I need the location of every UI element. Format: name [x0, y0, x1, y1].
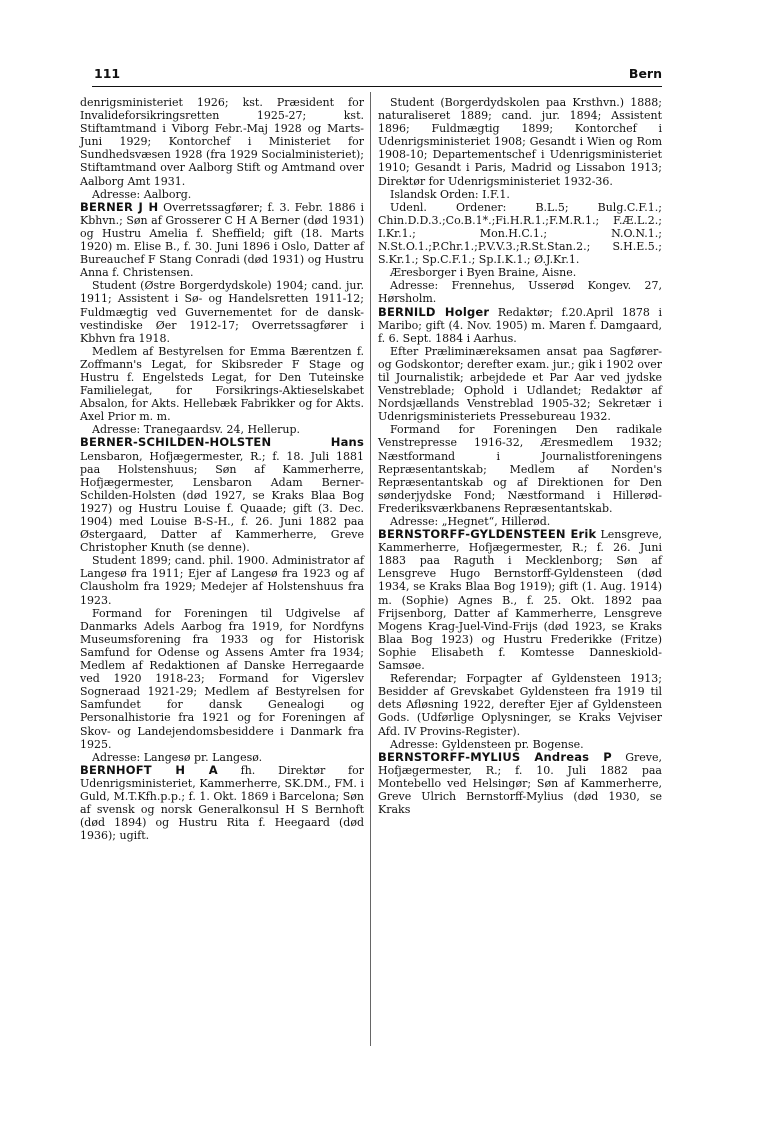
left-column [80, 96, 364, 842]
entry-address: Adresse: Aalborg. [92, 187, 192, 201]
entry-intro: BERNER-SCHILDEN-HOLSTEN Hans Lensbaron, Hofjægermester, R.; f. 18. Juli 1881 paa Holstenshuus; Søn af Kammerherre, Hofjægermester, Lensbaron Adam Berner-Schilden-Holsten (død 1927, se Kraks Blaa Bog 1927) og Hustru Louise f. Quaade; gift (3. Dec. 1904) med Louise B-S-H., f. 26. Juni 1882 paa Østergaard, Datter af Kammerherre, Greve Christopher Knuth (se denne). [80, 435, 364, 555]
entry-intro: BERNILD Holger Redaktør; f.20.April 1878 i Maribo; gift (4. Nov. 1905) m. Maren f. Damgaard, f. 6. Sept. 1884 i Aarhus. [378, 304, 662, 345]
entry-paragraph: Referendar; Forpagter af Gyldensteen 1913; Besidder af Grevskabet Gyldensteen fra 1919 til dets Afløsning 1922, derefter Ejer af Gyldensteen Gods. (Udførlige Oplysninger, se Kraks Vejviser Afd. IV Provins-Register). [378, 672, 662, 738]
entry-bernstorff-gyldensteen [378, 528, 662, 751]
running-title: Bern [628, 66, 662, 81]
entry-berner-schilden-holsten [80, 436, 364, 763]
entry-headword: BERNER J H [80, 199, 159, 214]
entry-text: denrigsministeriet 1926; kst. Præsident for Invalideforsikringsretten 1925-27; kst. Stiftamtmand i Viborg Febr.-Maj 1928 og Marts-Juni 1929; Kontorchef i Ministeriet for Sundhedsvæsen 1928 (fra 1929 Socialministeriet); Stiftamtmand over Aalborg Stift og Amtmand over Aalborg Amt 1931. [80, 96, 364, 188]
entry-bernhoft [80, 764, 364, 843]
entry-headword: BERNER-SCHILDEN-HOLSTEN Hans [80, 435, 364, 450]
entry-headword: BERNSTORFF-GYLDENSTEEN Erik [378, 527, 597, 542]
entry-headword: BERNILD Holger [378, 304, 490, 319]
entry-paragraph: Medlem af Bestyrelsen for Emma Bærentzen f. Zoffmann's Legat, for Skibsreder F Stage og Hustru f. Engelsteds Legat, for Den Tuteinske Familielegat, for Forsikrings-Aktieselskabet Absalon, for Akts. Hellebæk Fabrikker og for Akts. Axel Prior m. m. [80, 344, 364, 424]
right-column [378, 96, 662, 816]
entry-berner [80, 201, 364, 437]
entry-intro: BERNSTORFF-GYLDENSTEEN Erik Lensgreve, Kammerherre, Hofjægermester, R.; f. 26. Juni 1883 paa Raguth i Mecklenborg; Søn af Lensgreve Hugo Bernstorff-Gyldensteen (død 1934, se Kraks Blaa Bog 1919); gift (1. Aug. 1914) m. (Sophie) Agnes B., f. 25. Okt. 1892 paa Frijsenborg, Datter af Kammerherre, Lensgreve Mogens Krag-Juel-Vind-Frijs (død 1923, se Kraks Blaa Bog 1923) og Hustru Frederikke (Fritze) Sophie Elisabeth f. Komtesse Danneskiold-Samsøe. [378, 527, 663, 673]
entry-paragraph: Student 1899; cand. phil. 1900. Administrator af Langesø fra 1911; Ejer af Langesø fra 1923 og af Clausholm fra 1929; Medejer af Holstenshuus fra 1923. [80, 554, 364, 607]
entry-address: Adresse: Langesø pr. Langesø. [92, 750, 263, 764]
entry-headword: BERNHOFT H A [80, 762, 218, 777]
entry-paragraph: Æresborger i Byen Braine, Aisne. [390, 266, 577, 280]
page-header [92, 64, 662, 87]
entry-bernstorff-mylius [378, 751, 662, 816]
entry-continued [80, 96, 364, 201]
entry-paragraph: Formand for Foreningen til Udgivelse af Danmarks Adels Aarbog fra 1919, for Nordfyns Museumsforening fra 1933 og for Historisk Samfund for Odense og Assens Amter fra 1934; Medlem af Redaktionen af Danske Herregaarde ved 1920 1918-23; Formand for Vigerslev Sogneraad 1921-29; Medlem af Bestyrelsen for Samfundet for dansk Genealogi og Personalhistorie fra 1921 og for Foreningen af Skov- og Landejendomsbesiddere i Danmark fra 1925. [80, 606, 364, 751]
column-divider [370, 92, 371, 1046]
page-number: 111 [94, 66, 121, 81]
entry-bernild [378, 306, 662, 529]
entry-paragraph: Udenl. Ordener: B.L.5; Bulg.C.F.1.; Chin.D.D.3.;Co.B.1*.;Fi.H.R.1.;F.M.R.1.; F.Æ.L.2.; I.Kr.1.; Mon.H.C.1.; N.O.N.1.; N.St.O.1.;P.Chr.1.;P.V.V.3.;R.St.Stan.2.; S.H.E.5.; S.Kr.1.; Sp.C.F.1.; Sp.I.K.1.; Ø.J.Kr.1. [378, 200, 662, 267]
entry-paragraph: Formand for Foreningen Den radikale Venstrepresse 1916-32, Æresmedlem 1932; Næstformand i Journalistforeningens Repræsentantskab; Medlem af Norden's Repræsentantskab og af Direktionen for Den sønderjydske Fond; Næstformand i Hillerød-Frederiksværkbanens Repræsentantskab. [378, 423, 662, 515]
entry-intro: BERNHOFT H A fh. Direktør for Udenrigsministeriet, Kammerherre, SK.DM., FM. i Guld, M.T.Kfh.p.p.; f. 1. Okt. 1869 i Barcelona; Søn af svensk og norsk Generalkonsul H S Bernhoft (død 1894) og Hustru Rita f. Heegaard (død 1936); ugift. [80, 762, 365, 843]
entry-paragraph: Islandsk Orden: I.F.1. [390, 187, 510, 201]
entry-paragraph: Efter Præliminæreksamen ansat paa Sagfører- og Godskontor; derefter exam. jur.; gik i 1902 over til Journalistik; arbejdede et Par Aar ved jydske Venstreblade; Ophold i Udlandet; Redaktør af Nordsjællands Venstreblad 1905-32; Sekretær i Udenrigsministeriets Pressebureau 1932. [378, 344, 662, 424]
entry-intro: BERNER J H Overretssagfører; f. 3. Febr. 1886 i Kbhvn.; Søn af Grosserer C H A Berner (død 1931) og Hustru Amelia f. Sheffield; gift (18. Marts 1920) m. Elise B., f. 30. Juni 1896 i Oslo, Datter af Bureauchef F Stang Conradi (død 1931) og Hustru Anna f. Christensen. [80, 199, 364, 280]
entry-address: Adresse: Gyldensteen pr. Bogense. [390, 737, 584, 751]
entry-headword: BERNSTORFF-MYLIUS Andreas P [378, 749, 612, 764]
entry-paragraph: Student (Østre Borgerdydskole) 1904; cand. jur. 1911; Assistent i Sø- og Handelsretten 1911-12; Fuldmægtig ved Guvernementet for de dansk-vestindiske Øer 1912-17; Overretssagfører i Kbhvn fra 1918. [80, 279, 364, 345]
entry-address: Adresse: „Hegnet“, Hillerød. [390, 515, 551, 528]
entry-intro: BERNSTORFF-MYLIUS Andreas P Greve, Hofjægermester, R.; f. 10. Juli 1882 paa Montebello ved Helsingør; Søn af Kammerherre, Greve Ulrich Bernstorff-Mylius (død 1930, se Kraks [378, 749, 662, 817]
entry-bernhoft-continued [378, 96, 662, 306]
entry-address: Adresse: Frennehus, Usserød Kongev. 27, Hørsholm. [378, 279, 662, 306]
entry-paragraph: Student (Borgerdydskolen paa Krsthvn.) 1888; naturaliseret 1889; cand. jur. 1894; Assistent 1896; Fuldmægtig 1899; Kontorchef i Udenrigsministeriet 1908; Gesandt i Wien og Rom 1908-10; Departementschef i Udenrigsministeriet 1910; Gesandt i Paris, Madrid og Lissabon 1913; Direktør for Udenrigsministeriet 1932-36. [378, 96, 662, 188]
entry-address: Adresse: Tranegaardsv. 24, Hellerup. [92, 423, 301, 437]
